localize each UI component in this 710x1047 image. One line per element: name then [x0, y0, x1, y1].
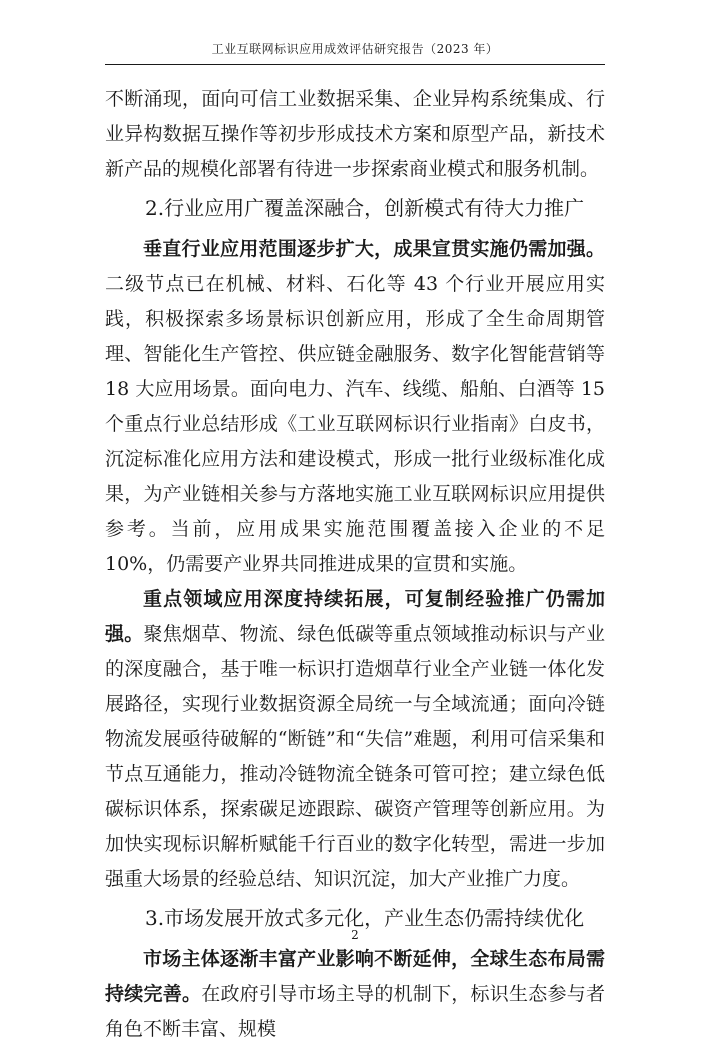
paragraph-text: 聚焦烟草、物流、绿色低碳等重点领域推动标识与产业的深度融合，基于唯一标识打造烟草行业全产业链一体化发展路径，实现行业数据资源全局统一与全域流通；面向冷链物流发展亟待破解的“断链”和“失信”难题，利用可信采集和节点互通能力，推动冷链物流全链条可管可控；建立绿色低碳标识体系，探索碳足迹跟踪、碳资产管理等创新应用。为加快实现标识解析赋能千行百业的数字化转型，需进一步加强重大场景的经验总结、知识沉淀，加大产业推广力度。: [105, 623, 605, 890]
page-number: 2: [351, 928, 359, 942]
paragraph-vertical-applications: [105, 232, 605, 582]
paragraph-lead: 重点领域应用深度持续拓展，可复制经验推广仍需加强。: [105, 588, 605, 645]
paragraph-lead: 市场主体逐渐丰富产业影响不断延伸，全球生态布局需持续完善。: [105, 948, 605, 1005]
paragraph-lead: 垂直行业应用范围逐步扩大，成果宣贯实施仍需加强。: [143, 238, 605, 260]
continued-paragraph: 不断涌现，面向可信工业数据采集、企业异构系统集成、行业异构数据互操作等初步形成技术方案和原型产品，新技术新产品的规模化部署有待进一步探索商业模式和服务机制。: [105, 88, 605, 180]
paragraph-text: 在政府引导市场主导的机制下，标识生态参与者角色不断丰富、规模: [105, 983, 605, 1040]
paragraph-text: 二级节点已在机械、材料、石化等 43 个行业开展应用实践，积极探索多场景标识创新应用，形成了全生命周期管理、智能化生产管控、供应链金融服务、数字化智能营销等 18 大应用场景。面向电力、汽车、线缆、船舶、白酒等 15 个重点行业总结形成《工业互联网标识行业指南》白皮书，沉淀标准化应用方法和建设模式，形成一批行业级标准化成果，为产业链相关参与方落地实施工业互联网标识应用提供参考。当前，应用成果实施范围覆盖接入企业的不足 10%，仍需要产业界共同推进成果的宣贯和实施。: [105, 273, 605, 575]
section-heading-2: 2.行业应用广覆盖深融合，创新模式有待大力推广: [145, 196, 585, 220]
running-header: 工业互联网标识应用成效评估研究报告（2023 年）: [211, 42, 499, 56]
section-heading-3: 3.市场发展开放式多元化，产业生态仍需持续优化: [145, 906, 585, 930]
header-rule: [105, 64, 605, 65]
page-body: [105, 82, 605, 1047]
paragraph-key-fields: [105, 582, 605, 897]
paragraph-market-players: [105, 942, 605, 1047]
